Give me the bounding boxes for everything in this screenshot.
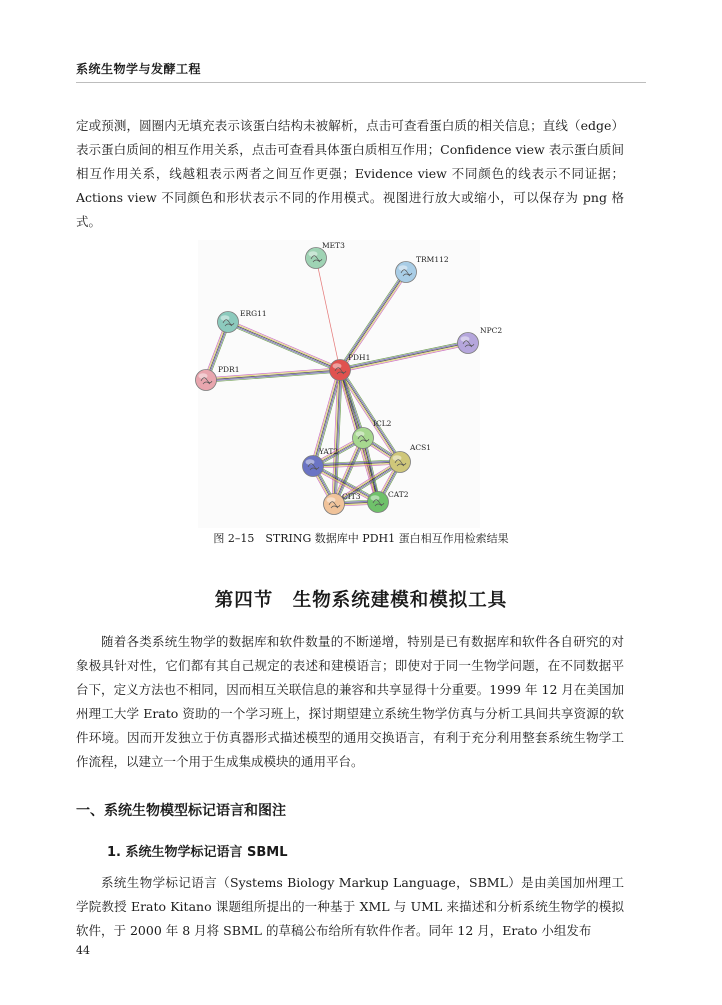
page-number: 44: [76, 944, 90, 957]
edge-pdh1-met3[interactable]: [316, 258, 340, 370]
edge-pdh1-erg11[interactable]: [227, 320, 341, 372]
node-label: ERG11: [240, 309, 267, 318]
node-met3[interactable]: [306, 241, 346, 269]
sub-subsection-heading: 1. 系统生物学标记语言 SBML: [107, 845, 288, 860]
paragraph-background: 随着各类系统生物学的数据库和软件数量的不断递增，特别是已有数据库和软件各自研究的对象极具针对性，它们都有其自己规定的表述和建模语言；即使对于同一生物学问题，在不同数据平台下，定义方法也不相同，因而相互关联信息的兼容和共享显得十分重要。1999 年 12 月在美国加州理工大学 Erato 资助的一个学习班上，探讨期望建立系统生物学仿真与分析工具间共享资源的软件环境。因而开发独立于仿真器形式描述模型的通用交换语言，有利于充分利用整套系统生物学工作流程，以建立一个用于生成集成模块的通用平台。: [76, 634, 624, 769]
paragraph-sbml: 系统生物学标记语言（Systems Biology Markup Language，SBML）是由美国加州理工学院教授 Erato Kitano 课题组所提出的一种基于 XML 与 UML 来描述和分析系统生物学的模拟软件，于 2000 年 8 月将 SBML 的草稿公布给所有软件作者。同年 12 月，Erato 小组发布: [76, 875, 624, 938]
node-label: MET3: [322, 241, 345, 250]
node-cat2[interactable]: [368, 490, 409, 513]
header-rule: [76, 82, 646, 83]
node-label: ICL2: [373, 419, 392, 428]
subsection-heading: 一、系统生物模型标记语言和图注: [76, 803, 286, 819]
node-label: ACS1: [410, 443, 432, 452]
node-npc2[interactable]: [458, 326, 503, 354]
node-label: PDH1: [348, 353, 371, 362]
figure-caption: 图 2–15 STRING 数据库中 PDH1 蛋白相互作用检索结果: [213, 532, 509, 545]
node-label: YAT2: [319, 447, 339, 456]
node-label: CAT2: [388, 490, 409, 499]
node-label: NPC2: [480, 326, 503, 335]
edge-layer: [204, 258, 469, 506]
node-trm112[interactable]: [396, 255, 449, 283]
node-label: CIT3: [342, 492, 361, 501]
running-header: 系统生物学与发酵工程: [76, 62, 202, 76]
node-label: PDR1: [218, 365, 240, 374]
node-label: TRM112: [416, 255, 449, 264]
node-acs1[interactable]: [390, 443, 432, 473]
string-network-figure: [198, 240, 503, 528]
network-graph: [198, 240, 503, 528]
section-title: 第四节 生物系统建模和模拟工具: [214, 590, 508, 611]
paragraph-string-legend: 定或预测，圆圈内无填充表示该蛋白结构未被解析，点击可查看蛋白质的相关信息；直线（edge）表示蛋白质间的相互作用关系，点击可查看具体蛋白质相互作用；Confidence view 表示蛋白质间相互作用关系，线越粗表示两者之间互作更强；Evidence view 不同颜色的线表示不同证据；Actions view 不同颜色和形状表示不同的作用模式。视图进行放大或缩小，可以保存为 png 格式。: [76, 118, 624, 229]
node-pdh1[interactable]: [330, 353, 371, 381]
